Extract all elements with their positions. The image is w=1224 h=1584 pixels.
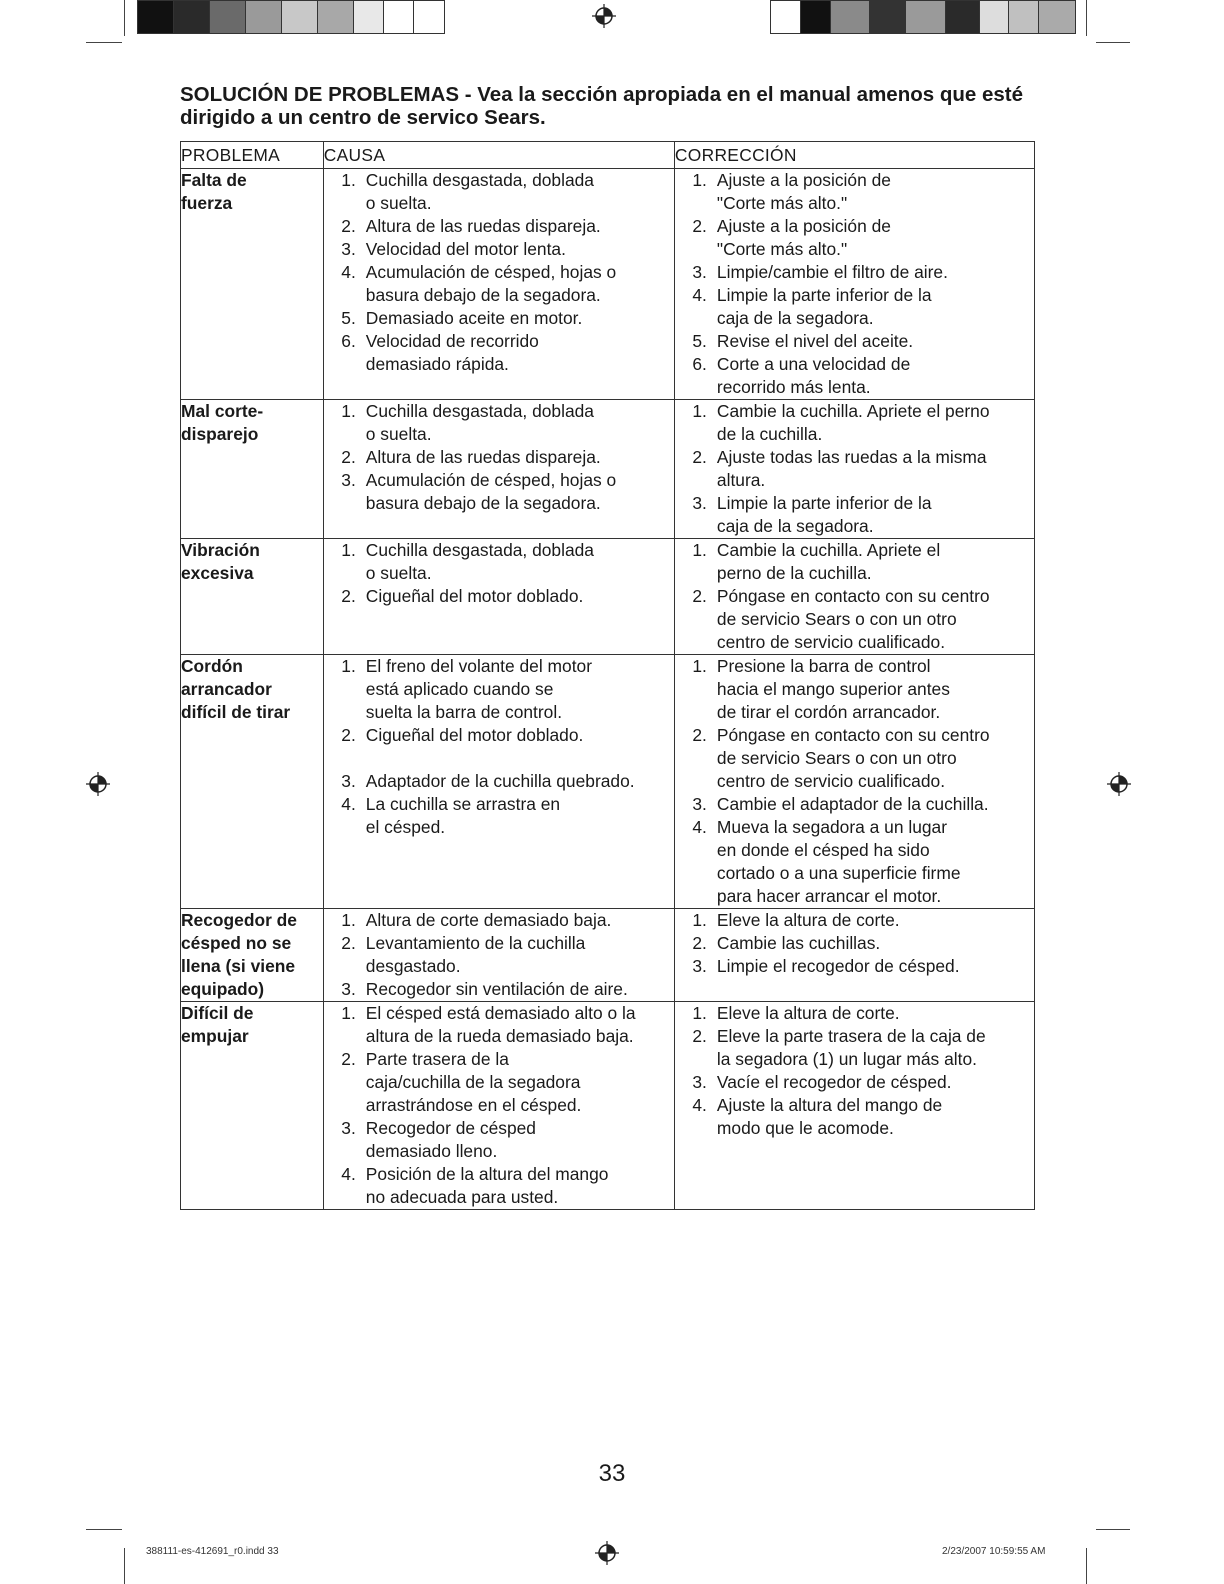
correction-item xyxy=(675,400,1034,446)
cause-item-number: 1. xyxy=(341,910,356,930)
cause-item xyxy=(324,655,674,724)
problem-cell xyxy=(181,1002,324,1210)
correction-item xyxy=(675,1071,1034,1094)
correction-item-number: 6. xyxy=(692,354,707,374)
cause-item-text: El césped está demasiado alto o la altura de la rueda demasiado baja. xyxy=(365,1003,636,1046)
correction-item-text: Póngase en contacto con su centro de servicio Sears o con un otro centro de servicio cualificado. xyxy=(716,586,990,652)
cause-item-number: 3. xyxy=(341,771,356,791)
crop-mark xyxy=(1096,42,1130,43)
cause-item-number: 2. xyxy=(341,447,356,467)
correction-item-text: Presione la barra de control hacia el mango superior antes de tirar el cordón arrancador. xyxy=(716,656,950,722)
cause-item-text: Velocidad de recorrido demasiado rápida. xyxy=(365,331,539,374)
cause-item xyxy=(324,770,674,793)
registration-mark-icon xyxy=(86,772,110,796)
correction-item xyxy=(675,955,1034,978)
correction-item-number: 3. xyxy=(692,1072,707,1092)
problem-cell xyxy=(181,539,324,655)
cause-cell xyxy=(323,909,674,1002)
correction-item-number: 3. xyxy=(692,794,707,814)
cause-item-number: 3. xyxy=(341,470,356,490)
correction-item-number: 3. xyxy=(692,262,707,282)
correction-item-number: 1. xyxy=(692,656,707,676)
crop-mark xyxy=(124,0,125,36)
cause-item-number: 1. xyxy=(341,401,356,421)
cause-item-number: 1. xyxy=(341,170,356,190)
cause-item-number: 4. xyxy=(341,262,356,282)
cause-item xyxy=(324,238,674,261)
correction-item xyxy=(675,724,1034,793)
correction-cell xyxy=(674,539,1034,655)
cause-item-number: 3. xyxy=(341,979,356,999)
correction-cell xyxy=(674,655,1034,909)
cause-item-text: Recogedor sin ventilación de aire. xyxy=(365,979,628,999)
correction-item-number: 3. xyxy=(692,493,707,513)
cause-item-number: 3. xyxy=(341,239,356,259)
cause-item-text: Posición de la altura del mango no adecuada para usted. xyxy=(365,1164,609,1207)
table-row xyxy=(181,655,1035,909)
correction-item-text: Cambie la cuchilla. Apriete el perno de la cuchilla. xyxy=(716,401,990,444)
table-row xyxy=(181,1002,1035,1210)
correction-cell xyxy=(674,1002,1034,1210)
cause-item-text: Cigueñal del motor doblado. xyxy=(365,586,584,606)
cause-item xyxy=(324,724,674,770)
correction-item xyxy=(675,1094,1034,1140)
cause-item-text: Recogedor de césped demasiado lleno. xyxy=(365,1118,536,1161)
cause-item xyxy=(324,909,674,932)
correction-item xyxy=(675,284,1034,330)
cause-item-number: 5. xyxy=(341,308,356,328)
correction-item-number: 4. xyxy=(692,285,707,305)
cause-item-number: 2. xyxy=(341,216,356,236)
column-header-problem: PROBLEMA xyxy=(181,142,324,169)
correction-item-number: 1. xyxy=(692,401,707,421)
title-subtitle: Vea la sección apropiada en el manual amenos que esté dirigido a un centro de servico Sears. xyxy=(180,83,1024,129)
correction-item-number: 2. xyxy=(692,216,707,236)
correction-item-text: Limpie la parte inferior de la caja de la segadora. xyxy=(716,493,932,536)
page-title xyxy=(180,83,1060,129)
correction-item xyxy=(675,169,1034,215)
cause-item-number: 2. xyxy=(341,1049,356,1069)
problem-label: Falta de fuerza xyxy=(181,170,247,213)
crop-mark xyxy=(86,1529,122,1530)
correction-item-text: Eleve la altura de corte. xyxy=(716,910,900,930)
correction-item xyxy=(675,215,1034,261)
cause-item-text: El freno del volante del motor está aplicado cuando se suelta la barra de control. xyxy=(365,656,593,722)
correction-item-text: Limpie el recogedor de césped. xyxy=(716,956,960,976)
correction-item-text: Vacíe el recogedor de césped. xyxy=(716,1072,952,1092)
correction-item-number: 2. xyxy=(692,447,707,467)
correction-item-text: Corte a una velocidad de recorrido más lenta. xyxy=(716,354,911,397)
title-lead: SOLUCIÓN DE PROBLEMAS - xyxy=(180,83,478,106)
problem-label: Recogedor de césped no se llena (si viene equipado) xyxy=(181,910,297,999)
correction-item-text: Limpie la parte inferior de la caja de la segadora. xyxy=(716,285,932,328)
cause-item-text: Velocidad del motor lenta. xyxy=(365,239,566,259)
cause-item xyxy=(324,1048,674,1117)
cause-item-text: Acumulación de césped, hojas o basura debajo de la segadora. xyxy=(365,470,617,513)
problem-cell xyxy=(181,400,324,539)
correction-item xyxy=(675,655,1034,724)
correction-item-number: 2. xyxy=(692,586,707,606)
cause-item-text: Demasiado aceite en motor. xyxy=(365,308,583,328)
correction-item-number: 1. xyxy=(692,1003,707,1023)
correction-item xyxy=(675,353,1034,399)
correction-item-number: 4. xyxy=(692,1095,707,1115)
correction-item-text: Cambie la cuchilla. Apriete el perno de la cuchilla. xyxy=(716,540,941,583)
footer-timestamp: 2/23/2007 10:59:55 AM xyxy=(942,1546,1046,1557)
cause-item xyxy=(324,1163,674,1209)
correction-item-number: 1. xyxy=(692,170,707,190)
correction-item-number: 2. xyxy=(692,725,707,745)
table-row xyxy=(181,169,1035,400)
correction-cell xyxy=(674,400,1034,539)
cause-item-number: 1. xyxy=(341,656,356,676)
table-row xyxy=(181,539,1035,655)
correction-item xyxy=(675,446,1034,492)
table-body xyxy=(181,169,1035,1210)
correction-item-text: Póngase en contacto con su centro de servicio Sears o con un otro centro de servicio cualificado. xyxy=(716,725,990,791)
cause-item-text: Altura de las ruedas dispareja. xyxy=(365,216,601,236)
cause-item xyxy=(324,400,674,446)
correction-cell xyxy=(674,909,1034,1002)
crop-mark xyxy=(1096,1529,1130,1530)
correction-item-number: 2. xyxy=(692,1026,707,1046)
cause-item xyxy=(324,932,674,978)
footer-file-name: 388111-es-412691_r0.indd 33 xyxy=(146,1546,279,1557)
cause-item-number: 3. xyxy=(341,1118,356,1138)
column-header-cause: CAUSA xyxy=(323,142,674,169)
cause-item-text: Cuchilla desgastada, doblada o suelta. xyxy=(365,170,594,213)
correction-item-number: 1. xyxy=(692,910,707,930)
color-calibration-bar-right xyxy=(770,0,1076,34)
cause-item xyxy=(324,261,674,307)
table-row xyxy=(181,400,1035,539)
correction-cell xyxy=(674,169,1034,400)
troubleshooting-table xyxy=(180,141,1035,1210)
cause-item xyxy=(324,307,674,330)
correction-item-text: Revise el nivel del aceite. xyxy=(716,331,914,351)
crop-mark xyxy=(86,42,122,43)
page-number: 33 xyxy=(598,1460,626,1487)
cause-item-text: Altura de corte demasiado baja. xyxy=(365,910,612,930)
cause-item-number: 1. xyxy=(341,540,356,560)
correction-item xyxy=(675,585,1034,654)
cause-item-number: 6. xyxy=(341,331,356,351)
correction-item-number: 5. xyxy=(692,331,707,351)
cause-item xyxy=(324,215,674,238)
cause-item-text: Acumulación de césped, hojas o basura debajo de la segadora. xyxy=(365,262,617,305)
correction-item-number: 2. xyxy=(692,933,707,953)
cause-item-number: 4. xyxy=(341,1164,356,1184)
problem-cell xyxy=(181,655,324,909)
correction-item xyxy=(675,932,1034,955)
cause-item xyxy=(324,978,674,1001)
color-calibration-bar-left xyxy=(137,0,445,34)
problem-cell xyxy=(181,169,324,400)
cause-cell xyxy=(323,1002,674,1210)
cause-item-number: 2. xyxy=(341,586,356,606)
correction-item-text: Limpie/cambie el filtro de aire. xyxy=(716,262,948,282)
cause-item-text: Altura de las ruedas dispareja. xyxy=(365,447,601,467)
cause-item-number: 4. xyxy=(341,794,356,814)
cause-item-text: Parte trasera de la caja/cuchilla de la segadora arrastrándose en el césped. xyxy=(365,1049,582,1115)
crop-mark xyxy=(1086,1548,1087,1584)
cause-item xyxy=(324,469,674,515)
cause-item-text: Cuchilla desgastada, doblada o suelta. xyxy=(365,540,594,583)
cause-item-number: 1. xyxy=(341,1003,356,1023)
correction-item xyxy=(675,330,1034,353)
table-row xyxy=(181,909,1035,1002)
table-header-row xyxy=(181,142,1035,169)
correction-item xyxy=(675,492,1034,538)
registration-mark-icon xyxy=(1107,772,1131,796)
correction-item-text: Ajuste a la posición de "Corte más alto." xyxy=(716,170,891,213)
correction-item-number: 4. xyxy=(692,817,707,837)
correction-item-number: 3. xyxy=(692,956,707,976)
correction-item xyxy=(675,793,1034,816)
correction-item xyxy=(675,539,1034,585)
cause-item xyxy=(324,1117,674,1163)
cause-cell xyxy=(323,400,674,539)
cause-cell xyxy=(323,539,674,655)
problem-label: Difícil de empujar xyxy=(181,1003,254,1046)
correction-item xyxy=(675,1025,1034,1071)
cause-item-text: Cuchilla desgastada, doblada o suelta. xyxy=(365,401,594,444)
cause-item xyxy=(324,169,674,215)
cause-item xyxy=(324,585,674,608)
correction-item-text: Cambie el adaptador de la cuchilla. xyxy=(716,794,989,814)
registration-mark-icon xyxy=(592,4,616,28)
cause-item-text: Cigueñal del motor doblado. xyxy=(365,725,584,745)
correction-item-number: 1. xyxy=(692,540,707,560)
correction-item-text: Cambie las cuchillas. xyxy=(716,933,881,953)
cause-item xyxy=(324,1002,674,1048)
cause-item xyxy=(324,539,674,585)
correction-item xyxy=(675,816,1034,908)
correction-item-text: Ajuste a la posición de "Corte más alto." xyxy=(716,216,891,259)
problem-label: Vibración excesiva xyxy=(181,540,260,583)
cause-item-text: Adaptador de la cuchilla quebrado. xyxy=(365,771,635,791)
cause-item-number: 2. xyxy=(341,725,356,745)
cause-cell xyxy=(323,169,674,400)
crop-mark xyxy=(124,1548,125,1584)
problem-cell xyxy=(181,909,324,1002)
cause-item-number: 2. xyxy=(341,933,356,953)
problem-label: Mal corte- disparejo xyxy=(181,401,264,444)
correction-item-text: Ajuste la altura del mango de modo que le acomode. xyxy=(716,1095,943,1138)
cause-cell xyxy=(323,655,674,909)
correction-item xyxy=(675,1002,1034,1025)
correction-item-text: Ajuste todas las ruedas a la misma altura. xyxy=(716,447,987,490)
correction-item-text: Eleve la parte trasera de la caja de la segadora (1) un lugar más alto. xyxy=(716,1026,986,1069)
problem-label: Cordón arrancador difícil de tirar xyxy=(181,656,291,722)
cause-item xyxy=(324,446,674,469)
correction-item-text: Eleve la altura de corte. xyxy=(716,1003,900,1023)
registration-mark-icon xyxy=(595,1541,619,1565)
cause-item-text: La cuchilla se arrastra en el césped. xyxy=(365,794,561,837)
correction-item xyxy=(675,261,1034,284)
cause-item-text: Levantamiento de la cuchilla desgastado. xyxy=(365,933,586,976)
correction-item xyxy=(675,909,1034,932)
cause-item xyxy=(324,793,674,839)
cause-item xyxy=(324,330,674,376)
column-header-correction: CORRECCIÓN xyxy=(674,142,1034,169)
correction-item-text: Mueva la segadora a un lugar en donde el césped ha sido cortado o a una superficie firme para hacer arrancar el motor. xyxy=(716,817,961,906)
crop-mark xyxy=(1086,0,1087,36)
